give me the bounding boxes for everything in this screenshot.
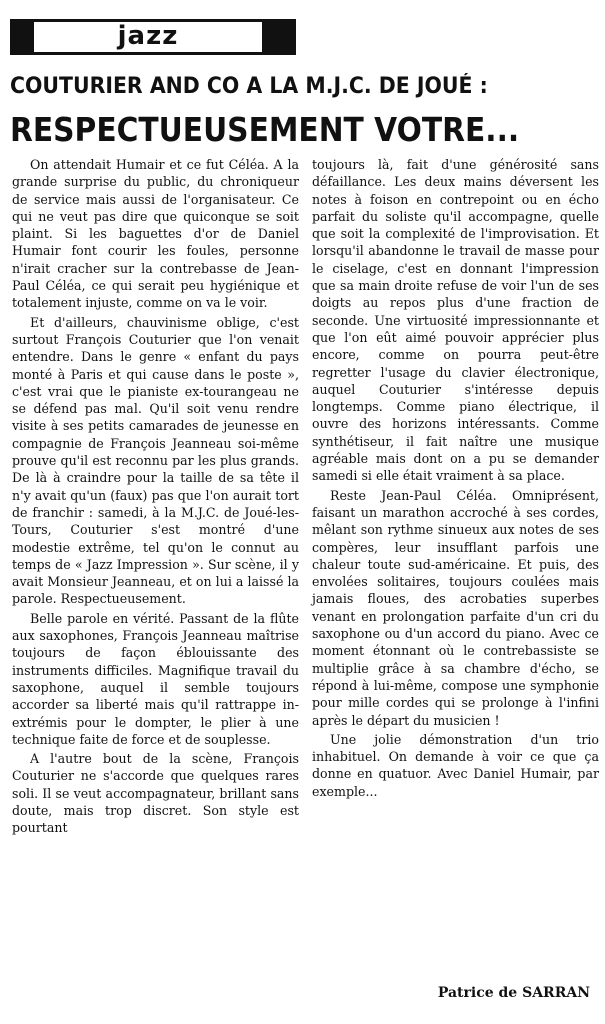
paragraph: Reste Jean-Paul Céléa. Omniprésent, faisant un marathon accroché à ses cordes, mêlant son rythme sinueux aux notes de ses compères, leur insufflant parfois une chaleur toute sud-américaine. Et puis, des envolées solitaires, toujours coulées mais jamais floues, des acrobaties superbes venant en prolongation parfaite d'un cri du saxophone ou d'un accord du piano. Avec ce moment étonnant où le contrebassiste se multiplie grâce à sa chambre d'écho, se répond à lui-même, compose une symphonie pour mille cordes qui se prolonge à l'infini après le départ du musicien ! [312,487,599,728]
article-headline: COUTURIER AND CO A LA M.J.C. DE JOUÉ : [10,74,488,99]
paragraph: A l'autre bout de la scène, François Couturier ne s'accorde que quelques rares soli. Il se veut accompagnateur, brillant sans doute, mais trop discret. Son style est pourtant [12,751,299,836]
paragraph: toujours là, fait d'une générosité sans défaillance. Les deux mains déversent les notes à foison en contrepoint ou en écho parfait du soliste qu'il accompagne, quelle que soit la complexité de l'improvisation. Et lorsqu'il abandonne le travail de masse pour le ciselage, c'est en donnant l'impression que sa main droite refuse de voir l'un de ses doigts au repos plus d'une fraction de seconde. Une virtuosité impressionnante et que l'on eût aimé pouvoir apprécier plus encore, comme on pourra peut-être regretter l'usage du clavier électronique, auquel Couturier s'intéresse depuis longtemps. Comme piano électrique, il ouvre des horizons intéressants. Comme synthétiseur, il fait naître une musique agréable mais dont on a pu se demander samedi si elle était vraiment à sa place. [312,157,599,484]
paragraph: Belle parole en vérité. Passant de la flûte aux saxophones, François Jeanneau maîtrise toujours de façon éblouissante des instruments difficiles. Magnifique travail du saxophone, auquel il semble toujours accorder sa liberté mais qu'il rattrappe in-extrémis pour le dompter, le plier à une technique faite de force et de souplesse. [12,610,299,747]
paragraph: Une jolie démonstration d'un trio inhabituel. On demande à voir ce que ça donne en quatuor. Avec Daniel Humair, par exemple... [312,731,599,799]
article-subheadline: RESPECTUEUSEMENT VOTRE... [10,110,520,149]
right-column [312,156,599,976]
author-signature: Patrice de SARRAN [437,985,590,1001]
rubric-label: jazz [117,21,179,51]
left-column [12,156,299,1016]
paragraph: On attendait Humair et ce fut Céléa. A la grande surprise du public, du chroniqueur de service mais aussi de l'organisateur. Ce qui ne veut pas dire que quiconque se soit plaint. Si les baguettes d'or de Daniel Humair font courir les foules, personne n'irait cracher sur la contrebasse de Jean-Paul Céléa, ce qui serait peu hygiénique et totalement injuste, comme on va le voir. [12,157,299,311]
paragraph: Et d'ailleurs, chauvinisme oblige, c'est surtout François Couturier que l'on venait entendre. Dans le genre « enfant du pays monté à Paris et qui cause dans le poste », c'est vrai que le pianiste ex-tourangeau ne se défend pas mal. Qu'il soit venu rendre visite à ses petits camarades de jeunesse en compagnie de François Jeanneau soi-même prouve qu'il est reconnu par les plus grands. De là à craindre pour la taille de sa tête il n'y avait qu'un (faux) pas que l'on aurait tort de franchir : samedi, à la M.J.C. de Joué-les-Tours, Couturier s'est montré d'une modestie extrême, tel qu'on le connut au temps de « Jazz Impression ». Sur scène, il y avait Monsieur Jeanneau, et on lui a laissé la parole. Respectueusement. [12,314,299,607]
